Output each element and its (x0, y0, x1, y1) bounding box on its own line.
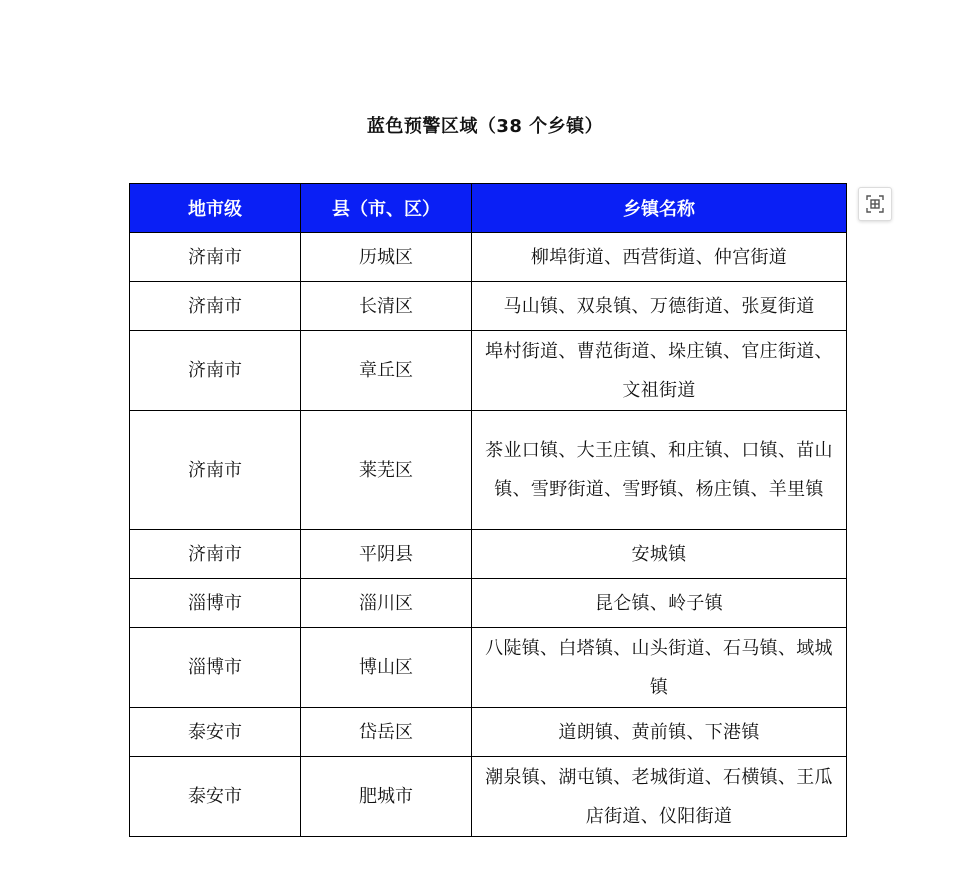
table-row (130, 282, 847, 331)
towns-cell: 茶业口镇、大王庄镇、和庄镇、口镇、苗山镇、雪野街道、雪野镇、杨庄镇、羊里镇 (472, 411, 847, 530)
towns-cell: 埠村街道、曹范街道、垛庄镇、官庄街道、文祖街道 (472, 331, 847, 411)
towns-cell: 昆仑镇、岭子镇 (472, 579, 847, 628)
table-row (130, 628, 847, 708)
towns-cell: 安城镇 (472, 530, 847, 579)
table-row (130, 757, 847, 837)
table-row (130, 331, 847, 411)
table-header-row (130, 184, 847, 233)
county-cell: 淄川区 (301, 579, 472, 628)
towns-cell: 八陡镇、白塔镇、山头街道、石马镇、域城镇 (472, 628, 847, 708)
table-expand-button[interactable] (858, 187, 892, 221)
city-cell: 泰安市 (130, 757, 301, 837)
city-cell: 济南市 (130, 411, 301, 530)
county-cell: 莱芜区 (301, 411, 472, 530)
towns-cell: 马山镇、双泉镇、万德街道、张夏街道 (472, 282, 847, 331)
header-county: 县（市、区） (301, 184, 472, 233)
table-row (130, 530, 847, 579)
towns-cell: 柳埠街道、西营街道、仲宫街道 (472, 233, 847, 282)
header-towns: 乡镇名称 (472, 184, 847, 233)
county-cell: 平阴县 (301, 530, 472, 579)
county-cell: 长清区 (301, 282, 472, 331)
header-city: 地市级 (130, 184, 301, 233)
table-row (130, 579, 847, 628)
city-cell: 济南市 (130, 233, 301, 282)
county-cell: 肥城市 (301, 757, 472, 837)
county-cell: 博山区 (301, 628, 472, 708)
city-cell: 淄博市 (130, 628, 301, 708)
city-cell: 淄博市 (130, 579, 301, 628)
city-cell: 济南市 (130, 331, 301, 411)
county-cell: 岱岳区 (301, 708, 472, 757)
fullscreen-expand-icon (865, 194, 885, 214)
city-cell: 济南市 (130, 282, 301, 331)
city-cell: 泰安市 (130, 708, 301, 757)
table-row (130, 233, 847, 282)
county-cell: 章丘区 (301, 331, 472, 411)
county-cell: 历城区 (301, 233, 472, 282)
document-title: 蓝色预警区域（38 个乡镇） (366, 116, 604, 137)
table-row (130, 411, 847, 530)
blue-alert-table (129, 183, 847, 837)
towns-cell: 潮泉镇、湖屯镇、老城街道、石横镇、王瓜店街道、仪阳街道 (472, 757, 847, 837)
city-cell: 济南市 (130, 530, 301, 579)
towns-cell: 道朗镇、黄前镇、下港镇 (472, 708, 847, 757)
table-row (130, 708, 847, 757)
